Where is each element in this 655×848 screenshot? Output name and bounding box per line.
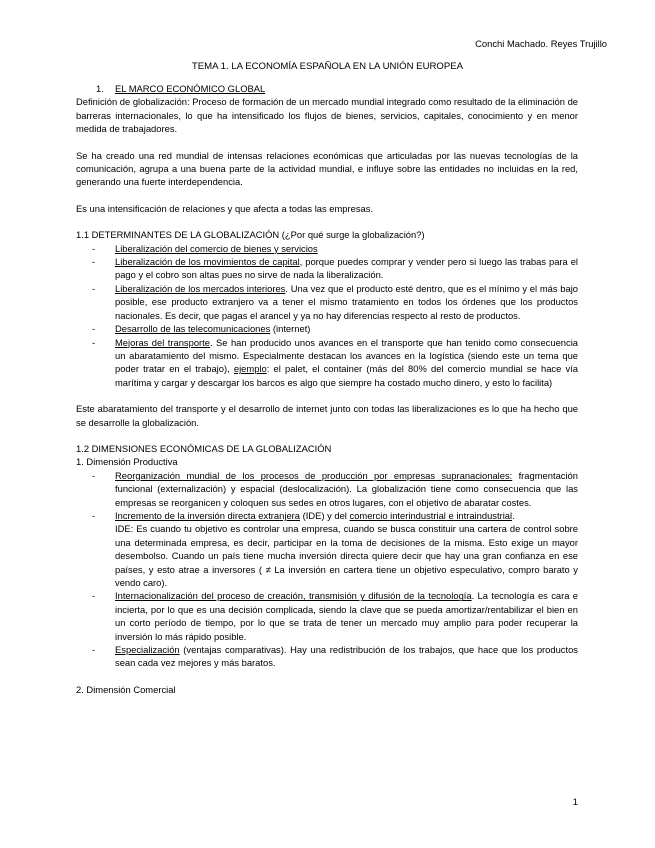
list-item-term: Especialización xyxy=(115,644,180,656)
list-item-term: Internacionalización del proceso de creación, transmisión y difusión de la tecnología xyxy=(115,590,472,602)
section-1-number: 1. xyxy=(96,83,104,94)
document-title: TEMA 1. LA ECONOMÍA ESPAÑOLA EN LA UNIÓN EUROPEA xyxy=(191,61,464,72)
determinants-list xyxy=(76,242,578,389)
list-item: - Reorganización mundial de los procesos de producción por empresas supranacionales: fragmentación funcional (externalización) y espacial (deslocalización). La globalización tiene como consecuencia que las empresas se reorganicen y coloquen sus sedes en otros lugares, con el objetivo de abaratar costes. xyxy=(92,469,578,508)
list-item: - Incremento de la inversión directa extranjera (IDE) y del comercio interindustrial e intraindustrial. IDE: Es cuando tu objetivo es controlar una empresa, cuando se busca constituir una cartera de control sobre una determinada empresa, es decir, participar en la toma de decisiones de la misma. Esto exige un mayor desembolso. Cuando un país tiene mucha inversión directa quiere decir que hay una gran confianza en ese países, y esto atrae a inversores ( ≠ La inversión en cartera tiene un objetivo especulativo, compro barato y vendo caro). xyxy=(92,509,578,588)
list-item: - Especialización (ventajas comparativas). Hay una redistribución de los trabajos, que hace que los productos sean cada vez mejores y más baratos. xyxy=(92,644,578,669)
list-item-term: Liberalización del comercio de bienes y servicios xyxy=(115,242,318,254)
document-body xyxy=(76,82,578,696)
list-item-term: Mejoras del transporte xyxy=(115,336,210,348)
section-1-2-heading: 1.2 DIMENSIONES ECONÓMICAS DE LA GLOBALIZACIÓN xyxy=(76,442,332,454)
list-item-term: Incremento de la inversión directa extranjera xyxy=(115,509,300,521)
section-1-1-heading: 1.1 DETERMINANTES DE LA GLOBALIZACIÓN (¿Por qué surge la globalización?) xyxy=(76,229,425,241)
list-item: - Desarrollo de las telecomunicaciones (internet) xyxy=(92,323,311,335)
page-number: 1 xyxy=(572,797,578,808)
list-item: - Mejoras del transporte. Se han producido unos avances en el transporte que han tenido como consecuencia un abaratamiento del mismo. Especialmente destacan los avances en la logística (siendo este un tema que poder tratar en el trabajo), ejemplo: el palet, el container (más del 80% del comercio mundial se hace vía marítima y cargar y descargar los barcos es algo que siempre ha costado mucho dinero, y esto lo facilita) xyxy=(92,336,579,388)
ide-explanation: IDE: Es cuando tu objetivo es controlar una empresa, cuando se busca constituir una cartera de control sobre una determinada empresa, es decir, participar en la toma de decisiones de la misma. Esto exige un mayor desembolso. Cuando un país tiene mucha inversión directa quiere decir que hay una gran confianza en ese países, y esto atrae a inversores ( ≠ La inversión en cartera tiene un objetivo especulativo, compro barato y vendo caro). xyxy=(115,523,578,588)
section-1-title: EL MARCO ECONÓMICO GLOBAL xyxy=(115,83,266,94)
page-header-authors: Conchi Machado. Reyes Trujillo xyxy=(475,38,607,49)
list-item: - Liberalización del comercio de bienes y servicios xyxy=(92,242,318,254)
subsection-commercial-heading: 2. Dimensión Comercial xyxy=(76,683,176,695)
example-label: ejemplo xyxy=(233,363,267,375)
list-item-term: Desarrollo de las telecomunicaciones xyxy=(115,323,271,335)
list-item-term: Liberalización de los mercados interiores xyxy=(115,282,286,294)
intensification-paragraph: Es una intensificación de relaciones y que afecta a todas las empresas. xyxy=(76,202,374,214)
list-item: - Liberalización de los mercados interiores. Una vez que el producto esté dentro, que es el mínimo y el más bajo posible, ese producto extranjero va a tener el mismo tratamiento en todos los órdenes que los productos nacionales. Es decir, que pagas el arancel y ya no hay diferencias respecto al resto de productos. xyxy=(92,282,578,321)
list-item-term: Reorganización mundial de los procesos de producción por empresas supranacionales: xyxy=(115,469,513,481)
section-1-heading xyxy=(96,82,578,95)
list-item: - Liberalización de los movimientos de capital, porque puedes comprar y vender pero si luego las trabas para el pago y el cobro son altas pues no sirve de nada la liberalización. xyxy=(92,256,578,281)
list-item-term-secondary: comercio interindustrial e intraindustrial xyxy=(349,509,513,521)
determinants-closing: Este abaratamiento del transporte y el desarrollo de internet junto con todas las liberalizaciones es lo que ha hecho que se desarrolle la globalización. xyxy=(76,403,578,428)
subsection-productive-heading: 1. Dimensión Productiva xyxy=(76,456,178,468)
list-item: - Internacionalización del proceso de creación, transmisión y difusión de la tecnología. La tecnología es cara e incierta, por lo que es una decisión complicada, siendo la clave que se pueda amortizar/rentabilizar el bien en un corto período de tiempo, por lo que se trata de tener un mercado muy amplio para poder recuperar la inversión lo más rápido posible. xyxy=(92,590,578,642)
network-paragraph: Se ha creado una red mundial de intensas relaciones económicas que articuladas por las nuevas tecnologías de la comunicación, agrupa a una buena parte de la actividad mundial, e influye sobre las entidades no incluidas en la red, generando una fuerte interdependencia. xyxy=(76,149,578,188)
productive-dimension-list xyxy=(76,469,578,670)
list-item-term: Liberalización de los movimientos de capital xyxy=(115,256,300,268)
globalization-definition: Definición de globalización: Proceso de formación de un mercado mundial integrado como resultado de la eliminación de barreras internacionales, lo que ha intensificado los flujos de bienes, servicios, capitales, conocimiento y en menor medida de trabajadores. xyxy=(76,96,578,135)
